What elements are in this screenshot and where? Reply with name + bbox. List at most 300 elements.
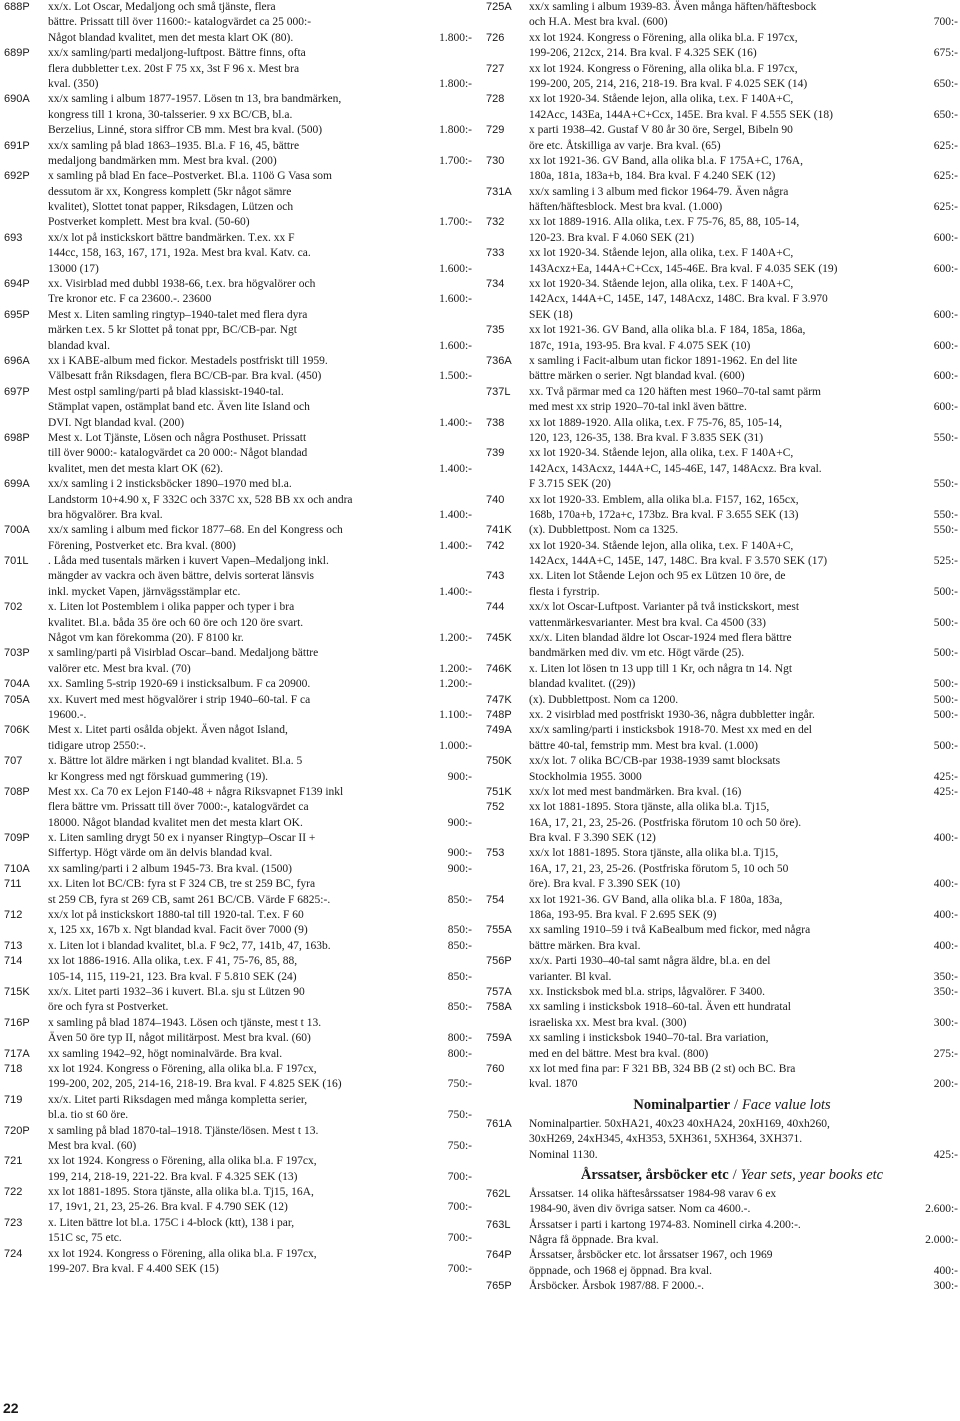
lot-price: 425:- (933, 1148, 958, 1161)
description-line: xx lot 1921-36. GV Band, alla olika bl.a. F 184, 185a, 186a, (529, 324, 806, 337)
description-line: xx lot med fina par: F 321 BB, 324 BB (2 st) och BC. Bra (529, 1062, 796, 1075)
description-line: xx lot 1886-1916. Alla olika, t.ex. F 41, 75-76, 85, 88, (48, 955, 298, 968)
lot-entry (486, 1248, 958, 1279)
description-line: xx lot 1881-1895. Stora tjänste, alla olika bl.a. Tj15, 16A, (48, 1186, 314, 1199)
lot-number: 703P (4, 647, 30, 660)
description-line: x. Bättre lot äldre märken i ngt blandad kvalitet. Bl.a. 5 (48, 755, 303, 768)
lot-number: 738 (486, 416, 505, 429)
description-line: 16A, 17, 21, 23, 25-26. (Postfriska förutom 5, 10 och 50 (529, 862, 789, 875)
lot-description (529, 92, 920, 123)
description-line: Mest x. Litet parti osålda objekt. Även något Island, (48, 724, 288, 737)
lot-number: 765P (486, 1280, 512, 1293)
lot-description (48, 92, 442, 138)
description-line: xx/x samling/parti medaljong-luftpost. Bättre finns, ofta (48, 47, 306, 60)
lot-number: 753 (486, 847, 505, 860)
lot-entry (4, 46, 472, 92)
description-line: x, 125 xx, 167b x. Ngt blandad kval. Facit över 7000 (9) (48, 924, 308, 937)
description-line: xx. Liten lot BC/CB: fyra st F 324 CB, tre st 259 BC, fyra (48, 878, 316, 891)
description-line: och H.A. Mest bra kval. (600) (529, 16, 668, 29)
lot-entry (486, 354, 958, 385)
lot-entry (4, 231, 472, 277)
lot-entry (486, 569, 958, 600)
description-line: 142Acx, 143Acxz, 144A+C, 145-46E, 147, 148Acxz. Bra kval. (529, 462, 822, 475)
lot-entry (486, 662, 958, 693)
lot-price: 350:- (933, 970, 958, 983)
description-line: bandmärken med div. vm etc. Högt värde (25). (529, 647, 745, 660)
lot-price: 1.200:- (439, 678, 472, 691)
lot-entry (4, 600, 472, 646)
description-line: öre och fyra st Postverket. (48, 1001, 169, 1014)
lot-entry (4, 523, 472, 554)
description-line: xx lot 1924. Kongress o Förening, alla olika bl.a. F 197cx, (529, 31, 798, 44)
description-line: 13000 (17) (48, 262, 99, 275)
lot-price: 500:- (933, 678, 958, 691)
description-line: Postverket komplett. Mest bra kval. (50-60) (48, 216, 250, 229)
lot-price: 550:- (933, 508, 958, 521)
lot-entry (4, 939, 472, 954)
lot-entry (486, 62, 958, 93)
lot-entry (486, 123, 958, 154)
lot-entry (4, 431, 472, 477)
description-line: vattenmärkesvarianter. Mest bra kval. Ca 4500 (33) (529, 616, 766, 629)
description-line: 199-200, 205, 214, 216, 218-19. Bra kval. F 4.025 SEK (14) (529, 77, 808, 90)
description-line: x samling i Facit-album utan fickor 1891-1962. En del lite (529, 354, 798, 367)
lot-number: 729 (486, 124, 505, 137)
description-line: xx lot 1924. Kongress o Förening, alla olika bl.a. F 197cx, (529, 62, 798, 75)
description-line: Nominal 1130. (529, 1148, 598, 1161)
lot-price: 650:- (933, 77, 958, 90)
lot-number: 706K (4, 724, 30, 737)
description-line: DVI. Ngt blandad kval. (200) (48, 416, 185, 429)
lot-description (48, 723, 442, 754)
lot-description (48, 985, 442, 1016)
lot-entry (486, 0, 958, 31)
description-line: 199-200, 202, 205, 214-16, 218-19. Bra kval. F 4.825 SEK (16) (48, 1078, 342, 1091)
lot-description (529, 954, 920, 985)
description-line: kval. 1870 (529, 1078, 578, 1091)
lot-number: 751K (486, 785, 512, 798)
description-line: 16A, 17, 21, 23, 25-26. (Postfriska förutom 10 och 50 öre). (529, 816, 802, 829)
description-line: xx lot 1920-34. Stående lejon, alla olika, t.ex. F 140A+C, (529, 93, 794, 106)
description-line: blandad kvalitet. ((29)) (529, 678, 636, 691)
description-line: Årssatser, årsböcker etc. lot årssatser 1967, och 1969 (529, 1249, 773, 1262)
lot-entry (486, 785, 958, 800)
lot-price: 400:- (933, 939, 958, 952)
lot-description (48, 600, 442, 646)
lot-description (48, 1062, 442, 1093)
lot-entry (4, 1093, 472, 1124)
lot-number: 731A (486, 185, 512, 198)
lot-entry (486, 954, 958, 985)
lot-price: 700:- (447, 1201, 472, 1214)
lot-price: 750:- (447, 1139, 472, 1152)
lot-price: 1.600:- (439, 339, 472, 352)
lot-number: 758A (486, 1001, 512, 1014)
description-line: Siffertyp. Högt värde om än delvis blandad kval. (48, 847, 273, 860)
lot-number: 748P (486, 708, 512, 721)
lot-description (529, 246, 920, 277)
lot-entry (486, 846, 958, 892)
lot-number: 760 (486, 1062, 505, 1075)
lot-description (529, 631, 920, 662)
lot-number: 737L (486, 385, 511, 398)
lot-description (529, 923, 920, 954)
description-line: Mest xx. Ca 70 ex Lejon F140-48 + några Riksvapnet F139 inkl (48, 785, 344, 798)
lot-entry (4, 554, 472, 600)
lot-number: 723 (4, 1216, 23, 1229)
lot-number: 757A (486, 986, 512, 998)
description-line: kvalitet, men det mesta klart OK (62). (48, 462, 224, 475)
lot-number: 699A (4, 478, 30, 491)
description-line: Några få öppnade. Bra kval. (529, 1234, 659, 1247)
lot-description (529, 354, 920, 385)
lot-entry (486, 693, 958, 708)
lot-description (529, 985, 920, 1000)
lot-price: 550:- (933, 524, 958, 537)
description-line: xx/x. Litet parti 1932–36 i kuvert. Bl.a. sju st Lützen 90 (48, 986, 305, 998)
lot-price: 1.400:- (439, 585, 472, 598)
lot-entry (4, 831, 472, 862)
lot-description (48, 954, 442, 985)
lot-description (529, 754, 920, 785)
description-line: x samling på blad 1870-tal–1918. Tjänste/lösen. Mest t 13. (48, 1124, 319, 1137)
description-line: öre). Bra kval. F 3.390 SEK (10) (529, 878, 681, 891)
lot-price: 500:- (933, 585, 958, 598)
lot-price: 850:- (447, 924, 472, 937)
lot-entry (486, 277, 958, 323)
lot-description (529, 662, 920, 693)
description-line: xx/x samling i 2 insticksböcker 1890–1970 med bl.a. (48, 478, 292, 491)
lot-description (529, 1248, 920, 1279)
lot-price: 850:- (447, 893, 472, 906)
lot-entry (486, 631, 958, 662)
lot-description (48, 939, 442, 954)
description-line: st 259 CB, fyra st 269 CB, samt 261 BC/CB. Värde F 6825:-. (48, 893, 331, 906)
description-line: bättre. Prissatt till över 11600:- katalogvärdet ca 25 000:- (48, 16, 312, 29)
lot-description (529, 385, 920, 416)
lot-number: 694P (4, 278, 30, 291)
description-line: xx/x lot Oscar-Luftpost. Varianter på två instickskort, mest (529, 601, 800, 614)
lot-number: 750K (486, 755, 512, 768)
lot-entry (4, 169, 472, 231)
description-line: x samling på blad En face–Postverket. Bl.a. 110ö G Vasa som (48, 170, 332, 183)
lot-number: 713 (4, 939, 23, 952)
lot-number: 740 (486, 493, 505, 506)
description-line: 143Acxz+Ea, 144A+C+Ccx, 145-46E. Bra kval. F 4.035 SEK (19) (529, 262, 838, 275)
section-heading (486, 1163, 958, 1187)
lot-price: 200:- (933, 1078, 958, 1091)
lot-number: 711 (4, 878, 22, 891)
lot-price: 500:- (933, 647, 958, 660)
lot-description (48, 908, 442, 939)
description-line: xx lot 1889-1916. Alla olika, t.ex. F 75-76, 85, 88, 105-14, (529, 216, 800, 229)
description-line: xx. Kuvert med mest högvalörer i strip 1940–60-tal. F ca (48, 693, 311, 706)
lot-number: 716P (4, 1016, 30, 1029)
lot-price: 400:- (933, 832, 958, 845)
description-line: xx/x. Liten blandad äldre lot Oscar-1924 med flera bättre (529, 632, 792, 645)
description-line: SEK (18) (529, 308, 573, 321)
description-line: 17, 19v1, 21, 23, 25-26. Bra kval. F 4.790 SEK (12) (48, 1201, 288, 1214)
description-line: xx/x lot på instickskort bättre bandmärken. T.ex. xx F (48, 231, 295, 244)
description-line: Mest ostpl samling/parti på blad klassiskt-1940-tal. (48, 385, 284, 398)
description-line: 120-23. Bra kval. F 4.060 SEK (21) (529, 231, 695, 244)
lot-entry (4, 693, 472, 724)
description-line: xx lot 1889-1920. Alla olika, t.ex. F 75-76, 85, 105-14, (529, 416, 782, 429)
lot-number: 733 (486, 247, 505, 260)
lot-entry (4, 1124, 472, 1155)
lot-price: 850:- (447, 1001, 472, 1014)
lot-price: 750:- (447, 1109, 472, 1122)
lot-description (529, 154, 920, 185)
lot-entry (4, 1185, 472, 1216)
lot-description (529, 416, 920, 447)
lot-entry (486, 893, 958, 924)
lot-description (529, 1117, 920, 1163)
lot-price: 1.000:- (439, 739, 472, 752)
lot-description (48, 277, 442, 308)
description-line: Mest x. Liten samling ringtyp–1940-talet med flera dyra (48, 308, 308, 321)
description-line: kval. (350) (48, 77, 99, 90)
description-line: xx. Två pärmar med ca 120 häften mest 1960–70-tal samt pärm (529, 385, 821, 398)
lot-entry (486, 923, 958, 954)
lot-price: 500:- (933, 708, 958, 721)
lot-entry (4, 1154, 472, 1185)
description-line: xx samling 1910–59 i två KaBealbum med fickor, med några (529, 924, 811, 937)
lot-entry (486, 800, 958, 846)
lot-description (48, 169, 442, 231)
description-line: xx. Liten lot Stående Lejon och 95 ex Lützen 10 öre, de (529, 570, 786, 583)
lot-entry (486, 1031, 958, 1062)
description-line: Välbesatt från Riksdagen, flera BC/CB-par. Bra kval. (450) (48, 370, 322, 383)
description-line: xx lot 1920-33. Emblem, alla olika bl.a. F157, 162, 165cx, (529, 493, 799, 506)
description-line: israeliska xx. Mest bra kval. (300) (529, 1016, 687, 1029)
lot-description (529, 1187, 920, 1218)
lot-description (48, 785, 442, 831)
lot-price: 600:- (933, 262, 958, 275)
lot-description (48, 1124, 442, 1155)
description-line: xx lot 1920-34. Stående lejon, alla olika, t.ex. F 140A+C, (529, 247, 794, 260)
description-line: xx. 2 visirblad med postfriskt 1930-36, några dubbletter ingår. (529, 708, 815, 721)
lot-price: 700:- (447, 1263, 472, 1276)
section-title-english: Year sets, year books etc (740, 1166, 884, 1183)
lot-description (48, 46, 442, 92)
description-line: xx. Visirblad med dubbl 1938-66, t.ex. bra högvalörer och (48, 278, 316, 291)
lot-price: 600:- (933, 370, 958, 383)
lot-number: 754 (486, 893, 505, 906)
lot-description (48, 1016, 442, 1047)
description-line: xx/x lot på instickskort 1880-tal till 1920-tal. T.ex. F 60 (48, 909, 304, 922)
lot-entry (4, 308, 472, 354)
lot-price: 625:- (933, 201, 958, 214)
lot-price: 850:- (447, 939, 472, 952)
description-line: Mest x. Lot Tjänste, Lösen och några Posthuset. Prissatt (48, 431, 307, 444)
lot-description (48, 1154, 442, 1185)
lot-number: 702 (4, 601, 23, 614)
lot-price: 900:- (447, 847, 472, 860)
description-line: xx. Samling 5-strip 1920-69 i insticksalbum. F ca 20900. (48, 678, 311, 691)
lot-number: 763L (486, 1218, 511, 1231)
lot-price: 1.600:- (439, 293, 472, 306)
lot-entry (486, 154, 958, 185)
lot-description (529, 539, 920, 570)
lot-number: 718 (4, 1062, 23, 1075)
lot-entry (486, 1279, 958, 1294)
lot-price: 650:- (933, 108, 958, 121)
description-line: dessutom är xx, Kongress komplett (5kr något sämre (48, 185, 292, 198)
lot-description (529, 277, 920, 323)
lot-price: 2.000:- (925, 1234, 958, 1247)
lot-number: 727 (486, 62, 505, 75)
description-line: xx samling i insticksbok 1918–60-tal. Även ett hundratal (529, 1001, 791, 1014)
lot-description (48, 862, 442, 877)
lot-description (529, 785, 920, 800)
lot-number: 704A (4, 678, 30, 691)
description-line: 168b, 170a+b, 172a+c, 173bz. Bra kval. F 3.655 SEK (13) (529, 508, 799, 521)
lot-price: 800:- (447, 1047, 472, 1060)
lot-description (529, 600, 920, 631)
description-line: 30xH269, 24xH345, 4xH353, 5XH361, 5XH364, 3XH371. (529, 1133, 803, 1146)
description-line: Nominalpartier. 50xHA21, 40x23 40xHA24, 20xH169, 40xh260, (529, 1117, 830, 1130)
lot-price: 400:- (933, 878, 958, 891)
lot-entry (4, 785, 472, 831)
right-column (486, 0, 958, 1295)
lot-price: 1.600:- (439, 262, 472, 275)
lot-price: 750:- (447, 1078, 472, 1091)
lot-entry (4, 92, 472, 138)
description-line: 142Acc, 143Ea, 144A+C+Ccx, 145E. Bra kval. F 4.555 SEK (18) (529, 108, 833, 121)
description-line: öre etc. Åtskilliga av varje. Bra kval. (65) (529, 139, 721, 152)
lot-description (48, 1216, 442, 1247)
lot-number: 728 (486, 93, 505, 106)
lot-description (529, 800, 920, 846)
lot-description (529, 31, 920, 62)
lot-entry (4, 1047, 472, 1062)
lot-number: 732 (486, 216, 505, 229)
lot-description (529, 723, 920, 754)
lot-price: 275:- (933, 1047, 958, 1060)
lot-number: 712 (4, 909, 23, 922)
lot-price: 1.400:- (439, 539, 472, 552)
lot-number: 742 (486, 539, 505, 552)
description-line: xx lot 1920-34. Stående lejon, alla olika, t.ex. F 140A+C, (529, 447, 794, 460)
lot-description (48, 385, 442, 431)
description-line: Tre kronor etc. F ca 23600.-. 23600 (48, 293, 212, 306)
lot-entry (4, 477, 472, 523)
lot-number: 695P (4, 308, 30, 321)
lot-number: 689P (4, 47, 30, 60)
description-line: till över 9000:- katalogvärdet ca 20 000:- Något blandad (48, 447, 308, 460)
lot-price: 600:- (933, 231, 958, 244)
description-line: 187c, 191a, 193-95. Bra kval. F 4.075 SEK (10) (529, 339, 751, 352)
lot-number: 714 (4, 955, 23, 968)
lot-entry (4, 1216, 472, 1247)
lot-description (529, 215, 920, 246)
lot-number: 696A (4, 354, 30, 367)
lot-number: 717A (4, 1047, 30, 1060)
description-line: (x). Dubblettpost. Nom ca 1200. (529, 693, 679, 706)
lot-description (48, 139, 442, 170)
description-line: flesta i fyrstrip. (529, 585, 600, 598)
lot-number: 746K (486, 662, 512, 675)
description-line: xx/x samling i 3 album med fickor 1964-79. Även några (529, 185, 789, 198)
lot-description (529, 185, 920, 216)
lot-number: 726 (486, 31, 505, 44)
lot-price: 300:- (933, 1280, 958, 1293)
lot-price: 850:- (447, 970, 472, 983)
description-line: Stockholmia 1955. 3000 (529, 770, 642, 783)
description-line: Förening, Postverket etc. Bra kval. (800) (48, 539, 236, 552)
lot-price: 700:- (447, 1170, 472, 1183)
lot-price: 900:- (447, 816, 472, 829)
lot-description (529, 569, 920, 600)
lot-description (529, 323, 920, 354)
lot-entry (486, 754, 958, 785)
lot-number: 708P (4, 785, 30, 798)
description-line: medaljong bandmärken mm. Mest bra kval. (200) (48, 154, 277, 167)
lot-number: 747K (486, 693, 512, 706)
description-line: kvalitet), Slottet tonat papper, Riksdagen, Lützen och (48, 201, 294, 214)
lot-number: 705A (4, 693, 30, 706)
description-line: . Låda med tusentals märken i kuvert Vapen–Medaljong inkl. (48, 555, 329, 568)
description-line: xx/x samling i album 1939-83. Även många häften/häftesbock (529, 1, 817, 13)
lot-description (48, 0, 442, 46)
lot-description (529, 693, 920, 708)
description-line: xx samling i insticksbok 1940–70-tal. Bra variation, (529, 1032, 769, 1045)
lot-entry (4, 0, 472, 46)
lot-entry (486, 31, 958, 62)
description-line: Bra kval. F 3.390 SEK (12) (529, 832, 656, 845)
description-line: xx samling/parti i 2 album 1945-73. Bra kval. (1500) (48, 862, 293, 875)
lot-entry (4, 954, 472, 985)
lot-price: 675:- (933, 47, 958, 60)
lot-entry (486, 215, 958, 246)
lot-number: 690A (4, 93, 30, 106)
lot-entry (486, 416, 958, 447)
description-line: 142Acx, 144A+C, 145E, 147, 148C. Bra kval. F 3.570 SEK (17) (529, 555, 828, 568)
lot-entry (486, 385, 958, 416)
lot-description (48, 308, 442, 354)
description-line: 144cc, 158, 163, 167, 171, 192a. Mest bra kval. Katv. ca. (48, 247, 311, 260)
lot-description (529, 893, 920, 924)
section-heading (486, 1093, 958, 1117)
description-line: inkl. mycket Vapen, järnvägsstämplar etc. (48, 585, 241, 598)
lot-description (529, 0, 920, 31)
description-line: Landstorm 10+4.90 x, F 332C och 337C xx, 528 BB xx och andra (48, 493, 353, 506)
description-line: Årssatser. 14 olika häftesårssatser 1984-98 varav 6 ex (529, 1187, 777, 1200)
lot-number: 752 (486, 801, 505, 814)
description-line: 180a, 181a, 183a+b, 184. Bra kval. F 4.240 SEK (12) (529, 170, 776, 183)
lot-entry (4, 385, 472, 431)
lot-number: 764P (486, 1249, 512, 1262)
description-line: x parti 1938–42. Gustaf V 80 år 30 öre, Sergel, Bibeln 90 (529, 124, 793, 137)
lot-price: 1.400:- (439, 462, 472, 475)
description-line: med en del bättre. Mest bra kval. (800) (529, 1047, 709, 1060)
description-line: xx lot 1921-36. GV Band, alla olika bl.a. F 175A+C, 176A, (529, 154, 803, 167)
description-line: 151C sc, 75 etc. (48, 1232, 122, 1245)
lot-entry (4, 1016, 472, 1047)
lot-price: 900:- (447, 770, 472, 783)
lot-description (529, 123, 920, 154)
lot-number: 761A (486, 1117, 512, 1130)
lot-price: 1.200:- (439, 662, 472, 675)
description-line: xx/x samling på blad 1863–1935. Bl.a. F 16, 45, bättre (48, 139, 300, 152)
description-line: valörer etc. Mest bra kval. (70) (48, 662, 191, 675)
lot-number: 743 (486, 570, 505, 583)
description-line: xx lot 1924. Kongress o Förening, alla olika bl.a. F 197cx, (48, 1062, 317, 1075)
lot-price: 1.800:- (439, 31, 472, 44)
lot-number: 721 (4, 1155, 23, 1168)
lot-description (529, 1000, 920, 1031)
